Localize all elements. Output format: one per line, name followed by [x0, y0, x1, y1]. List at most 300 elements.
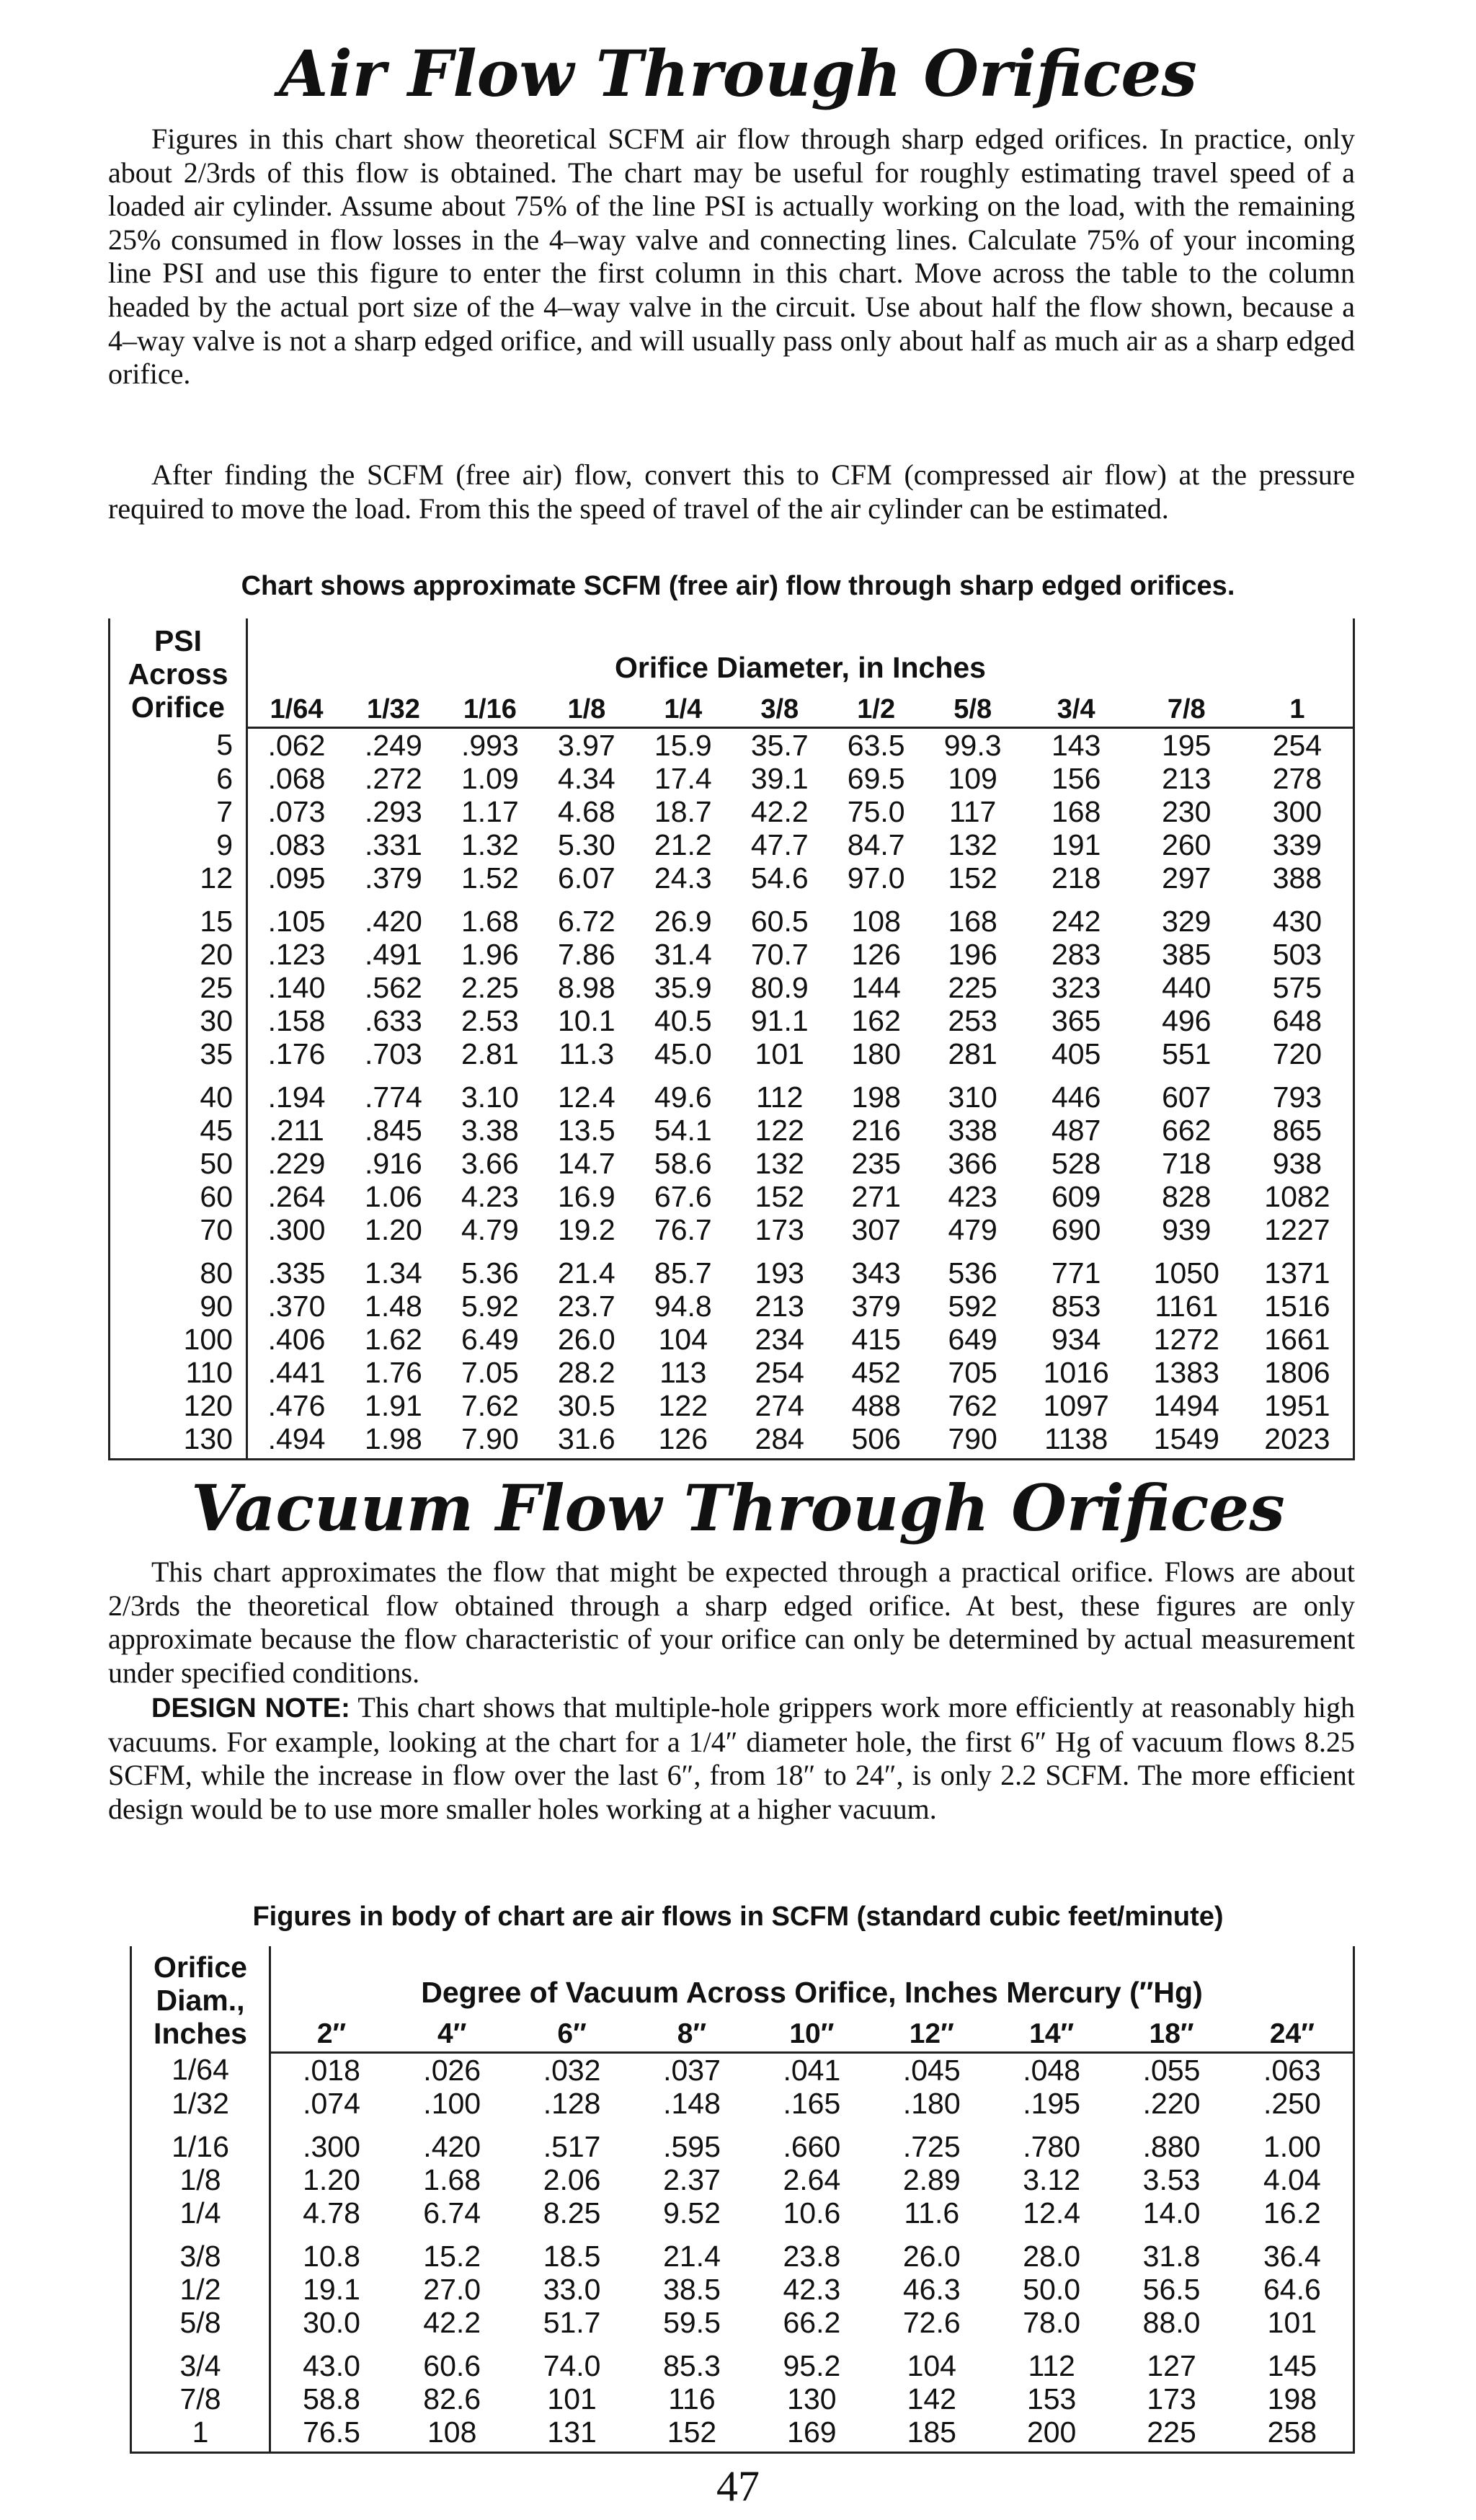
air-table-cell: 5.36: [461, 1256, 519, 1290]
air-table-cell: 75.0: [847, 795, 905, 828]
vacuum-table-cell: 88.0: [1142, 2306, 1201, 2339]
air-table-cell: 1.91: [365, 1389, 422, 1422]
air-table-cell: 234: [755, 1323, 804, 1356]
air-table-cell: .562: [365, 971, 422, 1004]
air-row-label: 7: [110, 795, 247, 828]
air-table-cell: 575: [1242, 971, 1354, 1004]
air-table-cell: 720: [1242, 1037, 1354, 1070]
air-table-cell: 1661: [1242, 1323, 1354, 1356]
air-table-cell: 939: [1162, 1213, 1212, 1246]
vacuum-column-header: 24″: [1232, 2017, 1354, 2053]
vacuum-group-header: Degree of Vacuum Across Orifice, Inches Mercury (″Hg): [270, 1946, 1354, 2017]
vacuum-table-cell: 173: [1147, 2382, 1196, 2415]
air-table-cell: 40.5: [654, 1004, 712, 1037]
vacuum-table-cell: .165: [783, 2087, 841, 2120]
vacuum-intro-text: This chart approximates the flow that might be expected through a practical orifice. Flows are about 2/3rds the theoretical flow obtained through a sharp edged orifice. At best, these figures are only approximate because the flow characteristic of your orifice can only be determined by actual measurement under specified conditions.: [108, 1556, 1355, 1689]
vacuum-table-cell: 27.0: [423, 2273, 481, 2306]
air-table-row: [110, 1114, 1354, 1147]
air-row-label: 12: [110, 861, 247, 895]
vacuum-table-row: [131, 2415, 1354, 2453]
vacuum-table-cell: .037: [663, 2054, 721, 2087]
air-table-cell: .068: [267, 762, 326, 795]
air-flow-title: Air Flow Through Orifices: [279, 36, 1197, 111]
air-table-cell: .420: [365, 905, 422, 938]
vacuum-table-cell: 108: [392, 2415, 512, 2453]
air-table-cell: 297: [1162, 861, 1212, 895]
air-table-cell: 67.6: [654, 1180, 712, 1213]
air-table-cell: 6.72: [557, 905, 615, 938]
air-table-cell: 388: [1242, 861, 1354, 895]
vacuum-table-cell: .180: [902, 2087, 961, 2120]
air-table-cell: 5.30: [557, 828, 615, 861]
vacuum-table-cell: 42.3: [783, 2273, 841, 2306]
air-table-cell: 790: [925, 1422, 1021, 1460]
vacuum-row-label: 3/4: [131, 2339, 270, 2382]
air-table-cell: 1951: [1242, 1389, 1354, 1422]
vacuum-table-cell: 26.0: [902, 2240, 961, 2273]
vacuum-table-cell: 43.0: [303, 2349, 360, 2382]
vacuum-flow-title: Vacuum Flow Through Orifices: [191, 1470, 1285, 1545]
air-table-cell: 143: [1051, 729, 1101, 762]
vacuum-chart-caption: Figures in body of chart are air flows in SCFM (standard cubic feet/minute): [252, 1902, 1224, 1932]
vacuum-table-cell: .045: [902, 2054, 961, 2087]
vacuum-table-cell: 18.5: [543, 2240, 601, 2273]
vacuum-table-cell: 31.8: [1142, 2240, 1201, 2273]
air-table-cell: 283: [1051, 938, 1101, 971]
air-table-cell: .095: [267, 861, 326, 895]
air-table-cell: 173: [755, 1213, 804, 1246]
vacuum-table-cell: 185: [872, 2415, 992, 2453]
vacuum-table-cell: 101: [547, 2382, 597, 2415]
vacuum-table-cell: 21.4: [663, 2240, 721, 2273]
vacuum-table-cell: 33.0: [543, 2273, 601, 2306]
air-table-cell: 1494: [1153, 1389, 1219, 1422]
air-table-cell: .073: [267, 795, 326, 828]
air-column-header: 1/32: [345, 692, 442, 728]
vacuum-table-row: [131, 2382, 1354, 2415]
vacuum-row-label: 1/64: [131, 2053, 270, 2088]
vacuum-table-row: [131, 2339, 1354, 2382]
air-table-cell: 85.7: [654, 1256, 712, 1290]
air-table-cell: 18.7: [654, 795, 712, 828]
air-table-cell: 4.68: [557, 795, 615, 828]
air-rowhead-label: [110, 618, 247, 728]
air-table-cell: 1.17: [461, 795, 519, 828]
vacuum-table-cell: 2.64: [783, 2163, 841, 2196]
air-table-row: [110, 1037, 1354, 1070]
vacuum-rowhead-line: Inches: [154, 2016, 247, 2050]
vacuum-table-row: [131, 2196, 1354, 2230]
air-table-cell: 26.0: [557, 1323, 615, 1356]
air-table-cell: 1549: [1132, 1422, 1242, 1460]
air-table-cell: 4.23: [461, 1180, 519, 1213]
vacuum-table-cell: 2.06: [543, 2163, 601, 2196]
air-table-cell: .916: [365, 1147, 422, 1180]
air-table-cell: .379: [365, 861, 422, 895]
air-rowhead-line: Orifice: [131, 690, 225, 724]
air-column-header: 3/8: [732, 692, 828, 728]
air-table-cell: .335: [267, 1256, 326, 1290]
air-table-cell: 1082: [1242, 1180, 1354, 1213]
air-table-cell: 503: [1242, 938, 1354, 971]
air-table-cell: 30.5: [557, 1389, 615, 1422]
air-row-label: 90: [110, 1290, 247, 1323]
vacuum-column-header: 18″: [1111, 2017, 1231, 2053]
air-table-cell: 126: [635, 1422, 732, 1460]
air-table-cell: 254: [755, 1356, 804, 1389]
vacuum-table-cell: 46.3: [902, 2273, 961, 2306]
air-table-cell: 8.98: [557, 971, 615, 1004]
air-table-row: [110, 1323, 1354, 1356]
vacuum-column-header: 8″: [632, 2017, 752, 2053]
air-table-cell: 379: [851, 1290, 901, 1323]
vacuum-row-label: 7/8: [131, 2382, 270, 2415]
air-table-row: [110, 1004, 1354, 1037]
vacuum-table-cell: 6.74: [423, 2196, 481, 2230]
air-table-cell: 47.7: [750, 828, 809, 861]
air-table-cell: 1097: [1043, 1389, 1109, 1422]
air-table-cell: .140: [267, 971, 326, 1004]
air-table-cell: 662: [1162, 1114, 1212, 1147]
air-table-cell: .491: [365, 938, 422, 971]
vacuum-column-header: 10″: [752, 2017, 871, 2053]
air-table-cell: 1272: [1153, 1323, 1219, 1356]
vacuum-table-cell: 12.4: [1023, 2196, 1081, 2230]
vacuum-column-header: 12″: [872, 2017, 992, 2053]
air-table-cell: .300: [267, 1213, 326, 1246]
air-flow-grid: [108, 618, 1355, 1460]
vacuum-table-cell: 116: [668, 2382, 716, 2415]
vacuum-table-cell: .063: [1232, 2053, 1354, 2088]
air-table-cell: 168: [948, 905, 997, 938]
air-table-cell: .293: [365, 795, 422, 828]
air-table-cell: .476: [267, 1389, 326, 1422]
air-table-cell: 101: [755, 1037, 804, 1070]
air-table-cell: 3.66: [461, 1147, 519, 1180]
air-table-cell: 1.09: [461, 762, 519, 795]
air-table-cell: .194: [267, 1081, 326, 1114]
air-table-row: [110, 861, 1354, 895]
air-table-cell: 2.53: [461, 1004, 519, 1037]
vacuum-table-cell: 56.5: [1142, 2273, 1201, 2306]
air-row-label: 9: [110, 828, 247, 861]
air-row-label: 5: [110, 728, 247, 763]
air-table-cell: 329: [1162, 905, 1212, 938]
vacuum-flow-table: [130, 1946, 1355, 2454]
air-table-cell: 11.3: [559, 1037, 615, 1070]
air-table-cell: 2023: [1242, 1422, 1354, 1460]
air-table-cell: 365: [1051, 1004, 1101, 1037]
air-table-cell: .845: [365, 1114, 422, 1147]
air-table-cell: 26.9: [654, 905, 712, 938]
air-table-cell: 15.9: [654, 729, 712, 762]
air-table-cell: 7.86: [557, 938, 615, 971]
air-column-header: 1/4: [635, 692, 732, 728]
air-table-cell: 1.06: [365, 1180, 422, 1213]
air-table-row: [110, 1290, 1354, 1323]
air-table-row: [110, 762, 1354, 795]
air-table-cell: 162: [851, 1004, 901, 1037]
vacuum-table-cell: 2.89: [902, 2163, 961, 2196]
air-table-cell: .774: [365, 1081, 422, 1114]
vacuum-table-cell: .074: [303, 2087, 360, 2120]
design-note-label: DESIGN NOTE:: [151, 1693, 350, 1723]
vacuum-table-cell: 153: [1026, 2382, 1077, 2415]
vacuum-table-cell: 8.25: [543, 2196, 601, 2230]
air-table-cell: 440: [1162, 971, 1212, 1004]
vacuum-table-cell: .880: [1142, 2130, 1201, 2163]
air-table-cell: .441: [267, 1356, 326, 1389]
air-row-label: 40: [110, 1070, 247, 1114]
air-table-cell: 54.1: [654, 1114, 712, 1147]
air-table-cell: 1.52: [461, 861, 519, 895]
vacuum-table-cell: .660: [783, 2130, 841, 2163]
air-table-cell: 24.3: [654, 861, 712, 895]
air-column-header: 1/8: [538, 692, 635, 728]
vacuum-table-cell: .420: [423, 2130, 481, 2163]
air-table-cell: 1806: [1242, 1356, 1354, 1389]
vacuum-table-cell: 66.2: [783, 2306, 841, 2339]
air-table-cell: 168: [1051, 795, 1101, 828]
vacuum-table-cell: 11.6: [904, 2196, 960, 2230]
air-table-cell: 21.2: [654, 828, 712, 861]
vacuum-table-cell: 9.52: [663, 2196, 721, 2230]
vacuum-table-cell: .128: [543, 2087, 601, 2120]
air-table-cell: 193: [755, 1256, 804, 1290]
air-table-cell: .105: [267, 905, 326, 938]
air-table-cell: 339: [1242, 828, 1354, 861]
air-table-cell: 242: [1051, 905, 1101, 938]
air-row-label: 80: [110, 1246, 247, 1290]
air-column-header: 3/4: [1021, 692, 1132, 728]
air-table-cell: 3.38: [461, 1114, 519, 1147]
vacuum-table-cell: 51.7: [543, 2306, 601, 2339]
vacuum-table-cell: 76.5: [270, 2415, 393, 2453]
vacuum-table-cell: 42.2: [423, 2306, 481, 2339]
air-table-cell: 80.9: [750, 971, 809, 1004]
air-table-cell: 323: [1051, 971, 1101, 1004]
vacuum-row-label: 3/8: [131, 2230, 270, 2273]
air-table-cell: 49.6: [654, 1081, 712, 1114]
air-table-cell: 385: [1162, 938, 1212, 971]
air-table-cell: 76.7: [654, 1213, 712, 1246]
air-table-row: [110, 1389, 1354, 1422]
vacuum-table-cell: 85.3: [663, 2349, 721, 2382]
air-column-header: 1/64: [247, 692, 345, 728]
vacuum-flow-grid: [130, 1946, 1355, 2454]
air-table-cell: 446: [1051, 1081, 1101, 1114]
air-row-label: 15: [110, 895, 247, 938]
air-table-cell: 70.7: [750, 938, 809, 971]
air-table-cell: .062: [267, 729, 326, 762]
vacuum-table-cell: 142: [907, 2382, 956, 2415]
vacuum-table-cell: .100: [423, 2087, 481, 2120]
air-table-cell: 1.32: [461, 828, 519, 861]
air-table-cell: 310: [948, 1081, 997, 1114]
vacuum-table-cell: 258: [1232, 2415, 1354, 2453]
air-table-cell: 343: [851, 1256, 901, 1290]
vacuum-table-cell: 1.68: [423, 2163, 481, 2196]
air-table-cell: 853: [1051, 1290, 1101, 1323]
air-row-label: 100: [110, 1323, 247, 1356]
air-table-cell: 213: [1162, 762, 1212, 795]
air-table-cell: 12.4: [557, 1081, 615, 1114]
air-table-cell: 5.92: [461, 1290, 519, 1323]
vacuum-table-cell: 59.5: [663, 2306, 721, 2339]
vacuum-column-header-row: [131, 2017, 1354, 2053]
air-table-cell: 225: [948, 971, 997, 1004]
air-table-cell: 274: [755, 1389, 804, 1422]
vacuum-row-label: 1/2: [131, 2273, 270, 2306]
air-table-cell: 307: [851, 1213, 901, 1246]
air-table-cell: 122: [658, 1389, 708, 1422]
air-table-cell: 2.81: [461, 1037, 519, 1070]
air-row-label: 110: [110, 1356, 247, 1389]
air-group-header: Orifice Diameter, in Inches: [247, 618, 1354, 692]
air-table-cell: 122: [755, 1114, 804, 1147]
vacuum-table-cell: 50.0: [1023, 2273, 1081, 2306]
air-table-cell: .272: [365, 762, 422, 795]
air-rowhead-line: PSI: [154, 624, 203, 657]
air-row-label: 130: [110, 1422, 247, 1460]
air-table-cell: 104: [658, 1323, 708, 1356]
air-table-cell: 1.76: [365, 1356, 422, 1389]
vacuum-table-cell: 130: [787, 2382, 837, 2415]
air-table-cell: 2.25: [461, 971, 519, 1004]
air-table-cell: 487: [1051, 1114, 1101, 1147]
air-table-cell: .158: [267, 1004, 326, 1037]
air-table-cell: 69.5: [847, 762, 905, 795]
air-table-cell: 7.90: [442, 1422, 538, 1460]
vacuum-table-cell: 200: [992, 2415, 1111, 2453]
air-table-cell: 300: [1242, 795, 1354, 828]
air-column-header: 1: [1242, 692, 1354, 728]
air-table-cell: 793: [1242, 1070, 1354, 1114]
air-table-cell: .406: [267, 1323, 326, 1356]
air-table-cell: 28.2: [557, 1356, 615, 1389]
vacuum-table-cell: 10.6: [783, 2196, 841, 2230]
vacuum-intro-paragraph: [108, 1556, 1355, 1690]
vacuum-table-cell: .032: [543, 2054, 601, 2087]
air-column-header-row: [110, 692, 1354, 728]
vacuum-table-cell: 15.2: [423, 2240, 481, 2273]
vacuum-rowhead-line: Diam.,: [156, 1983, 245, 2017]
air-table-cell: 14.7: [557, 1147, 615, 1180]
air-table-cell: .370: [267, 1290, 326, 1323]
air-table-cell: 278: [1242, 762, 1354, 795]
air-table-row: [110, 938, 1354, 971]
vacuum-table-cell: 198: [1232, 2382, 1354, 2415]
vacuum-table-cell: .595: [663, 2130, 721, 2163]
vacuum-column-header: 6″: [512, 2017, 631, 2053]
air-table-cell: 253: [948, 1004, 997, 1037]
air-table-cell: 54.6: [750, 861, 809, 895]
air-column-header: 7/8: [1132, 692, 1242, 728]
vacuum-table-cell: .300: [303, 2130, 360, 2163]
air-table-cell: 17.4: [654, 762, 712, 795]
vacuum-row-label: 1/16: [131, 2120, 270, 2163]
vacuum-table-cell: 23.8: [783, 2240, 841, 2273]
air-table-cell: 1.96: [461, 938, 519, 971]
vacuum-row-label: 1/8: [131, 2163, 270, 2196]
air-table-cell: 1371: [1242, 1246, 1354, 1290]
air-table-cell: .083: [267, 828, 326, 861]
vacuum-rowhead-label: [131, 1946, 270, 2053]
vacuum-table-cell: 127: [1147, 2349, 1196, 2382]
air-table-cell: 6.07: [557, 861, 615, 895]
air-table-cell: 216: [851, 1114, 901, 1147]
air-table-cell: 99.3: [943, 729, 1002, 762]
vacuum-table-cell: 2.37: [663, 2163, 721, 2196]
air-table-cell: 39.1: [750, 762, 809, 795]
air-table-row: [110, 1246, 1354, 1290]
air-table-cell: 3.97: [557, 729, 615, 762]
vacuum-table-cell: 95.2: [783, 2349, 841, 2382]
air-row-label: 50: [110, 1147, 247, 1180]
vacuum-table-cell: .041: [783, 2054, 841, 2087]
air-row-label: 25: [110, 971, 247, 1004]
air-intro-paragraph: [108, 123, 1355, 391]
vacuum-table-cell: .195: [1023, 2087, 1081, 2120]
vacuum-table-cell: 58.8: [303, 2382, 360, 2415]
air-table-cell: .176: [267, 1037, 326, 1070]
air-second-paragraph: [108, 458, 1355, 525]
vacuum-table-cell: .780: [1023, 2130, 1081, 2163]
vacuum-table-cell: 3.12: [1023, 2163, 1081, 2196]
air-table-row: [110, 971, 1354, 1004]
air-second-text: After finding the SCFM (free air) flow, convert this to CFM (compressed air flow) at the pressure required to move the load. From this the speed of travel of the air cylinder can be estimated.: [108, 458, 1355, 525]
air-table-row: [110, 1422, 1354, 1460]
air-table-cell: 338: [948, 1114, 997, 1147]
air-row-label: 120: [110, 1389, 247, 1422]
vacuum-table-row: [131, 2230, 1354, 2273]
air-table-cell: .123: [267, 938, 326, 971]
air-table-cell: 113: [659, 1356, 707, 1389]
vacuum-table-cell: 1.00: [1232, 2120, 1354, 2163]
vacuum-table-cell: .018: [303, 2054, 360, 2087]
air-table-cell: 506: [828, 1422, 925, 1460]
air-rowhead-line: Across: [128, 657, 228, 691]
vacuum-table-cell: 152: [632, 2415, 752, 2453]
air-table-cell: 58.6: [654, 1147, 712, 1180]
air-table-cell: 1.62: [365, 1323, 422, 1356]
vacuum-design-note: [108, 1691, 1355, 1826]
air-table-cell: .264: [267, 1180, 326, 1213]
air-table-cell: 94.8: [654, 1290, 712, 1323]
air-table-cell: 934: [1051, 1323, 1101, 1356]
vacuum-table-cell: 145: [1232, 2339, 1354, 2382]
air-table-cell: 16.9: [557, 1180, 615, 1213]
air-table-cell: 938: [1242, 1147, 1354, 1180]
air-table-cell: 1138: [1021, 1422, 1132, 1460]
vacuum-table-row: [131, 2273, 1354, 2306]
air-table-cell: 35.9: [654, 971, 712, 1004]
vacuum-table-cell: .250: [1232, 2087, 1354, 2120]
air-table-cell: 281: [948, 1037, 997, 1070]
air-table-cell: 771: [1051, 1256, 1101, 1290]
air-table-cell: 254: [1242, 728, 1354, 763]
air-column-header: 1/2: [828, 692, 925, 728]
air-flow-table: [108, 618, 1355, 1460]
air-table-cell: 607: [1162, 1081, 1212, 1114]
vacuum-table-body: [131, 2053, 1354, 2453]
air-table-cell: 196: [948, 938, 997, 971]
vacuum-table-cell: 30.0: [303, 2306, 360, 2339]
air-table-cell: 828: [1162, 1180, 1212, 1213]
air-table-cell: 109: [948, 762, 997, 795]
vacuum-table-cell: 112: [1028, 2349, 1075, 2382]
air-table-row: [110, 795, 1354, 828]
